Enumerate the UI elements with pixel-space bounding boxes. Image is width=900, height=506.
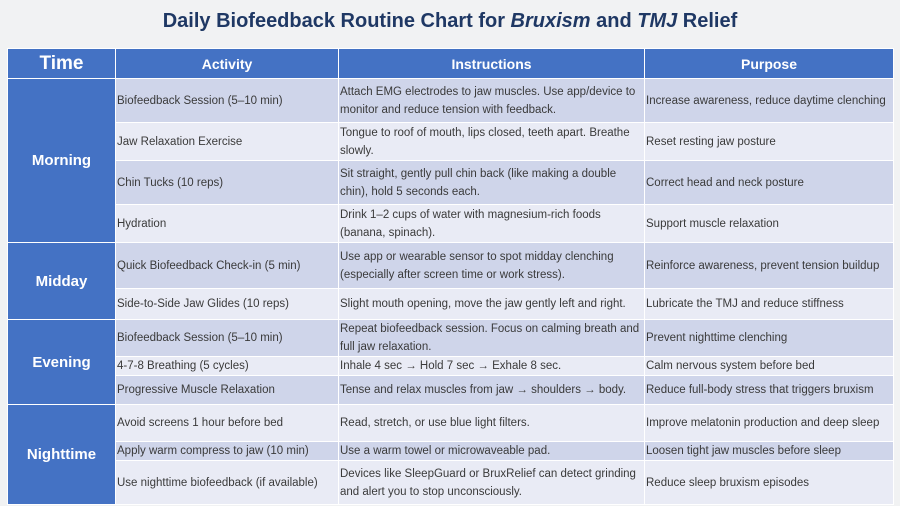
purpose-cell: Correct head and neck posture [645,161,894,205]
period-midday: Midday [8,243,116,320]
purpose-cell: Reinforce awareness, prevent tension buildup [645,243,894,289]
purpose-cell: Reduce full-body stress that triggers bruxism [645,376,894,405]
instructions-cell: Use app or wearable sensor to spot midday clenching (especially after screen time or work stress). [339,243,645,289]
instructions-cell: Sit straight, gently pull chin back (like making a double chin), hold 5 seconds each. [339,161,645,205]
activity-cell: Progressive Muscle Relaxation [116,376,339,405]
purpose-cell: Improve melatonin production and deep sleep [645,405,894,442]
purpose-cell: Support muscle relaxation [645,205,894,243]
header-time: Time [8,49,116,79]
instructions-cell: Slight mouth opening, move the jaw gently left and right. [339,289,645,320]
purpose-cell: Lubricate the TMJ and reduce stiffness [645,289,894,320]
instructions-cell: Devices like SleepGuard or BruxRelief can detect grinding and alert you to stop unconsciously. [339,461,645,505]
period-morning: Morning [8,79,116,243]
purpose-cell: Prevent nighttime clenching [645,320,894,357]
table-row [8,161,894,205]
period-nighttime: Nighttime [8,405,116,505]
table-row [8,205,894,243]
instructions-cell: Tongue to roof of mouth, lips closed, teeth apart. Breathe slowly. [339,123,645,161]
table-row [8,376,894,405]
table-row [8,243,894,289]
activity-cell: Use nighttime biofeedback (if available) [116,461,339,505]
table-row [8,357,894,376]
title-tmj: TMJ [637,10,678,32]
activity-cell: Avoid screens 1 hour before bed [116,405,339,442]
purpose-cell: Reset resting jaw posture [645,123,894,161]
instructions-cell: Inhale 4 sec → Hold 7 sec → Exhale 8 sec. [339,357,645,376]
instructions-cell: Attach EMG electrodes to jaw muscles. Use app/device to monitor and reduce tension with feedback. [339,79,645,123]
purpose-cell: Reduce sleep bruxism episodes [645,461,894,505]
instructions-cell: Read, stretch, or use blue light filters. [339,405,645,442]
header-purpose: Purpose [645,49,894,79]
activity-cell: Apply warm compress to jaw (10 min) [116,442,339,461]
table-row [8,289,894,320]
table-row [8,405,894,442]
table-row [8,442,894,461]
instructions-cell: Repeat biofeedback session. Focus on calming breath and full jaw relaxation. [339,320,645,357]
period-evening: Evening [8,320,116,405]
title-prefix: Daily Biofeedback Routine Chart for [162,10,511,32]
instructions-cell: Use a warm towel or microwaveable pad. [339,442,645,461]
activity-cell: 4-7-8 Breathing (5 cycles) [116,357,339,376]
activity-cell: Jaw Relaxation Exercise [116,123,339,161]
instructions-cell: Tense and relax muscles from jaw → shoulders → body. [339,376,645,405]
title-suffix: Relief [677,10,738,32]
purpose-cell: Loosen tight jaw muscles before sleep [645,442,894,461]
table-row [8,79,894,123]
table-row [8,320,894,357]
table-row [8,123,894,161]
activity-cell: Side-to-Side Jaw Glides (10 reps) [116,289,339,320]
purpose-cell: Increase awareness, reduce daytime clenching [645,79,894,123]
page-title [0,10,900,33]
title-and: and [590,10,638,32]
title-bruxism: Bruxism [510,10,591,32]
header-activity: Activity [116,49,339,79]
activity-cell: Biofeedback Session (5–10 min) [116,79,339,123]
activity-cell: Hydration [116,205,339,243]
activity-cell: Biofeedback Session (5–10 min) [116,320,339,357]
instructions-cell: Drink 1–2 cups of water with magnesium-rich foods (banana, spinach). [339,205,645,243]
routine-table [7,48,894,505]
table-row [8,461,894,505]
header-row [8,49,894,79]
activity-cell: Quick Biofeedback Check-in (5 min) [116,243,339,289]
purpose-cell: Calm nervous system before bed [645,357,894,376]
activity-cell: Chin Tucks (10 reps) [116,161,339,205]
header-instructions: Instructions [339,49,645,79]
